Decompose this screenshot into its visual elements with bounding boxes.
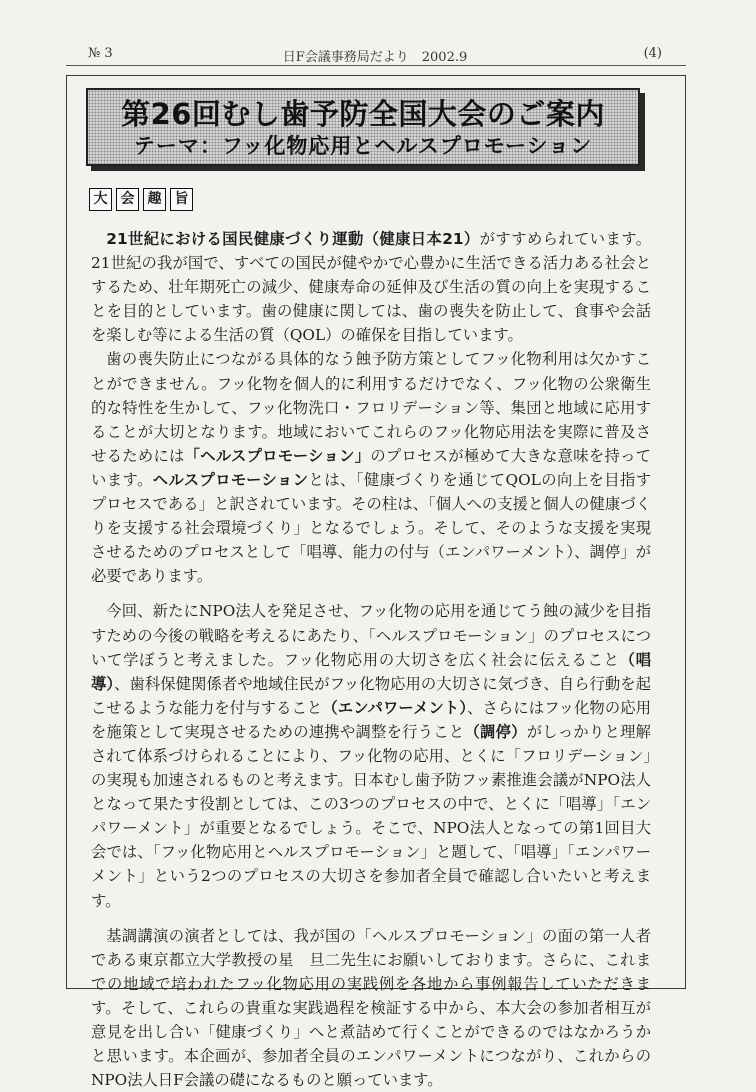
paragraph-text: 歯の喪失防止につながる具体的なう蝕予防方策としてフッ化物利用は欠かすことができません。フッ化物を個人的に利用するだけでなく、フッ化物の公衆衛生的な特性を生かして、フッ化物洗口・フロリデーション等、集団と地域に応用することが大切となります。地域においてこれらのフッ化物応用法を実際に普及させるためには (91, 350, 651, 465)
sub-title: テーマ：フッ化物応用とヘルスプロモーション (133, 134, 593, 158)
paragraph-text: とは、「健康づくりを通じてQOLの向上を目指すプロセスである」と訳されています。その柱は、「個人への支援と個人の健康づくりを支援する社会環境づくり」となるでしょう。そして、そのような支援を実現させるためのプロセスとして「唱導、能力の付与（エンパワーメント）、調停」が必要であります。 (91, 470, 652, 586)
section-label-char: 大 (89, 188, 112, 211)
section-label-char: 旨 (170, 188, 193, 211)
main-title: 第26回むし歯予防全国大会のご案内 (121, 97, 605, 131)
newsletter-title: 日F会議事務局だより 2002.9 (282, 50, 468, 65)
paragraph-text: がすすめられています。21世紀の我が国で、すべての国民が健やかで心豊かに生活できる活力ある社会とするため、壮年期死亡の減少、健康寿命の延伸及び生活の質の向上を実現することを目的としています。歯の健康に関しては、歯の喪失を防止して、食事や会話を楽しむ等による生活の質（QOL）の確保を目指しています。 (91, 230, 651, 345)
paragraph-text: 、さらにはフッ化物の応用を施策として実現させるための連携や調整を行うこと (91, 698, 651, 741)
bold-phrase: 「ヘルスプロモーション」 (184, 446, 371, 465)
paragraph-4: 基調講演の演者としては、我が国の「ヘルスプロモーション」の面の第一人者である東京都立大学教授の星 旦二先生にお願いしております。さらに、これまでの地域で培われたフッ化物応用の実践例を各地から事例報告していただきます。そして、これらの貴重な実践過程を検証する中から、本大会の参加者相互が意見を出し合い「健康づくり」へと煮詰めて行くことができるのではなかろうかと思います。本企画が、参加者全員のエンパワーメントにつながり、これからのNPO法人日F会議の礎になるものと願っています。 (91, 926, 651, 1090)
paragraph-text: のプロセスが極めて大きな意味を持っています。 (91, 446, 651, 489)
page-header (88, 46, 662, 64)
bold-phrase: （調停） (464, 722, 527, 741)
bold-phrase: （唱導） (91, 650, 651, 693)
paragraph-3 (91, 599, 651, 912)
title-box (86, 88, 640, 166)
paragraph-text: 今回、新たにNPO法人を発足させ、フッ化物の応用を通じてう蝕の減少を目指すための今後の戦略を考えるにあたり、「ヘルスプロモーション」のプロセスについて学ぼうと考えました。フッ化物応用の大切さを広く社会に伝えること (91, 602, 651, 669)
paragraph-2 (91, 347, 651, 588)
paragraph-1 (91, 227, 651, 347)
paragraph-text: がしっかりと理解されて体系づけられることにより、フッ化物の応用、とくに「フロリデーション」の実現も加速されるものと考えます。日本むし歯予防フッ素推進会議がNPO法人となって果たす役割としては、この3つのプロセスの中で、とくに「唱導」「エンパワーメント」が重要となるでしょう。そこで、NPO法人となっての第1回目大会では、「フッ化物応用とヘルスプロモーション」と題して、「唱導」「エンパワーメント」という2つのプロセスの大切さを参加者全員で確認し合いたいと考えます。 (91, 722, 651, 910)
section-label (89, 188, 193, 213)
bold-phrase: ヘルスプロモーション (152, 470, 309, 489)
bold-phrase: （エンパワーメント） (322, 698, 468, 717)
bold-phrase: 21世紀における国民健康づくり運動（健康日本21） (106, 230, 480, 248)
section-label-char: 会 (116, 188, 139, 211)
page-number: (4) (643, 46, 662, 61)
header-rule (66, 65, 686, 66)
article-body (91, 227, 651, 1092)
section-label-char: 趣 (143, 188, 166, 211)
issue-number: № 3 (88, 46, 113, 61)
paragraph-text: 、歯科保健関係者や地域住民がフッ化物応用の大切さに気づき、自ら行動を起こせるような能力を付与すること (91, 674, 651, 717)
